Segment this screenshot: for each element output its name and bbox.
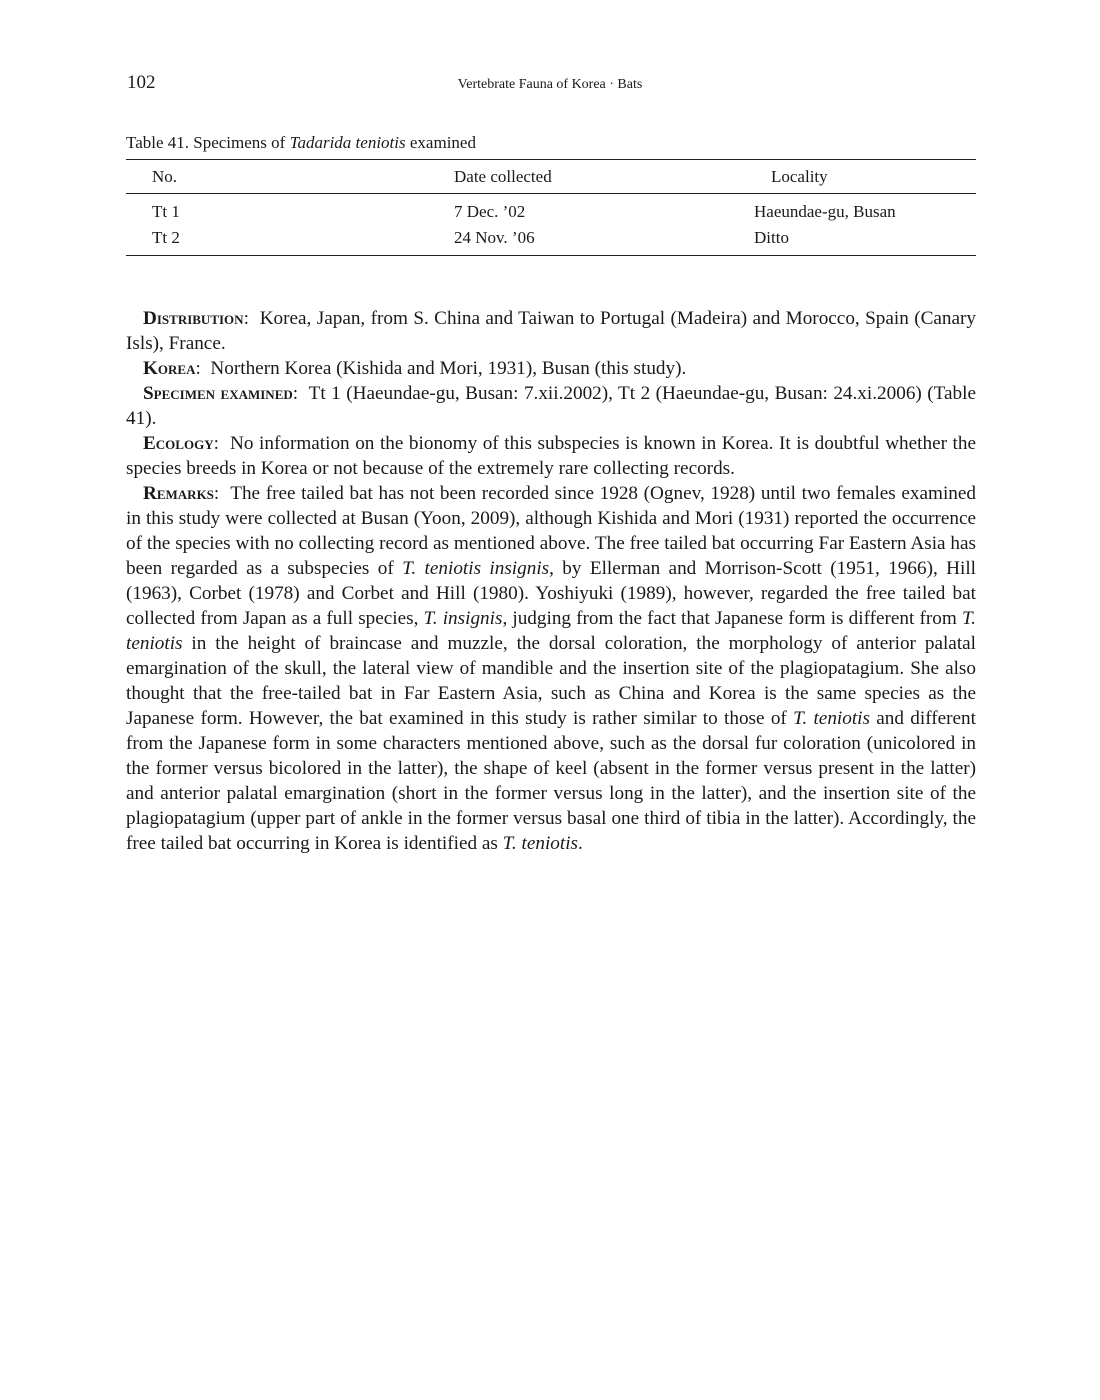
- specimen-table-block: [126, 132, 976, 256]
- cell-locality: Haeundae-gu, Busan: [754, 202, 896, 221]
- remarks-label: Remarks: [143, 483, 214, 504]
- specimen-paragraph: Specimen examined: Tt 1 (Haeundae-gu, Busan: 7.xii.2002), Tt 2 (Haeundae-gu, Busan: 24.xi.2006) (Table 41).: [126, 383, 976, 429]
- distribution-paragraph: Distribution: Korea, Japan, from S. China and Taiwan to Portugal (Madeira) and Morocco, Spain (Canary Isls), France.: [126, 308, 976, 354]
- cell-date: 7 Dec. ’02: [454, 202, 526, 221]
- korea-paragraph: Korea: Northern Korea (Kishida and Mori, 1931), Busan (this study).: [143, 358, 687, 379]
- specimen-label: Specimen examined: [143, 383, 293, 404]
- table-caption-prefix: Table 41. Specimens of: [126, 133, 290, 152]
- specimen-text: Tt 1 (Haeundae-gu, Busan: 7.xii.2002), Tt 2 (Haeundae-gu, Busan: 24.xi.2006) (Table 41).: [126, 383, 976, 429]
- cell-no: Tt 1: [152, 202, 180, 221]
- column-header-date: Date collected: [292, 160, 694, 194]
- specimens-table: [126, 159, 976, 256]
- remarks-text-4: in the height of braincase and muzzle, the dorsal coloration, the morphology of anterior palatal emargination of the skull, the lateral view of mandible and the insertion site of the plagiopatagium. She also thought that the free-tailed bat in Far Eastern Asia, such as China and Korea is the same species as the Japanese form. However, the bat examined in this study is rather similar to those of: [126, 633, 976, 729]
- column-header-no: No.: [126, 160, 292, 194]
- ecology-label: Ecology: [143, 433, 214, 454]
- distribution-text: Korea, Japan, from S. China and Taiwan to Portugal (Madeira) and Morocco, Spain (Canary Isls), France.: [126, 308, 976, 354]
- page-number: 102: [127, 72, 156, 93]
- remarks-species-5: T. teniotis: [502, 833, 579, 854]
- remarks-text-1: The free tailed bat has not been recorded since 1928 (Ognev, 1928) until two females examined in this study were collected at Busan (Yoon, 2009), although Kishida and Mori (1931) reported the occurrence of the species with no collecting record as mentioned above. The free tailed bat occurring Far Eastern Asia has been regarded as a subspecies of: [126, 483, 977, 579]
- ecology-text: No information on the bionomy of this subspecies is known in Korea. It is doubtful whether the species breeds in Korea or not because of the extremely rare collecting records.: [126, 433, 976, 479]
- table-caption-suffix: examined: [405, 133, 476, 152]
- table-row: [126, 225, 976, 256]
- table-caption-species: Tadarida teniotis: [289, 133, 406, 152]
- column-header-locality: Locality: [694, 160, 976, 194]
- remarks-species-1: T. teniotis insignis: [402, 558, 550, 579]
- remarks-species-4: T. teniotis: [793, 708, 870, 729]
- remarks-text-6: .: [578, 833, 583, 854]
- remarks-text-3: , judging from the fact that Japanese form is different from: [502, 608, 962, 629]
- korea-label: Korea: [143, 358, 196, 379]
- remarks-text-2: , by Ellerman and Morrison-Scott (1951, 1966), Hill (1963), Corbet (1978) and Corbet and Hill (1980). Yoshiyuki (1989), however, regarded the free tailed bat collected from Japan as a full species,: [126, 558, 976, 629]
- cell-date: 24 Nov. ’06: [292, 225, 694, 256]
- cell-locality: Ditto: [694, 225, 976, 256]
- distribution-label: Distribution: [143, 308, 244, 329]
- running-title: Vertebrate Fauna of Korea · Bats: [457, 77, 643, 92]
- remarks-species-2: T. insignis: [423, 608, 503, 629]
- remarks-species-3: T. teniotis: [126, 608, 976, 654]
- remarks-paragraph: Remarks: The free tailed bat has not been recorded since 1928 (Ognev, 1928) until two females examined in this study were collected at Busan (Yoon, 2009), although Kishida and Mori (1931) reported the occurrence of the species with no collecting record as mentioned above. The free tailed bat occurring Far Eastern Asia has been regarded as a subspecies of T. teniotis insignis, by Ellerman and Morrison-Scott (1951, 1966), Hill (1963), Corbet (1978) and Corbet and Hill (1980). Yoshiyuki (1989), however, regarded the free tailed bat collected from Japan as a full species, T. insignis, judging from the fact that Japanese form is different from T. teniotis in the height of braincase and muzzle, the dorsal coloration, the morphology of anterior palatal emargination of the skull, the lateral view of mandible and the insertion site of the plagiopatagium. She also thought that the free-tailed bat in Far Eastern Asia, such as China and Korea is the same species as the Japanese form. However, the bat examined in this study is rather similar to those of T. teniotis and different from the Japanese form in some characters mentioned above, such as the dorsal fur coloration (unicolored in the former versus bicolored in the latter), the shape of keel (absent in the former versus present in the latter) and anterior palatal emargination (short in the former versus long in the latter), and the insertion site of the plagiopatagium (upper part of ankle in the former versus basal one third of tibia in the latter). Accordingly, the free tailed bat occurring in Korea is identified as T. teniotis.: [126, 483, 977, 854]
- table-header-row: [126, 160, 976, 194]
- table-caption: [126, 132, 976, 154]
- korea-text: Northern Korea (Kishida and Mori, 1931), Busan (this study).: [210, 358, 687, 379]
- remarks-text-5: and different from the Japanese form in some characters mentioned above, such as the dorsal fur coloration (unicolored in the former versus bicolored in the latter), the shape of keel (absent in the former versus present in the latter) and anterior palatal emargination (short in the former versus long in the latter), and the insertion site of the plagiopatagium (upper part of ankle in the former versus basal one third of tibia in the latter). Accordingly, the free tailed bat occurring in Korea is identified as: [126, 708, 976, 854]
- cell-no: Tt 2: [126, 225, 292, 256]
- species-account-body: [126, 306, 976, 856]
- table-row: [126, 194, 976, 226]
- ecology-paragraph: Ecology: No information on the bionomy of this subspecies is known in Korea. It is doubtful whether the species breeds in Korea or not because of the extremely rare collecting records.: [126, 433, 976, 479]
